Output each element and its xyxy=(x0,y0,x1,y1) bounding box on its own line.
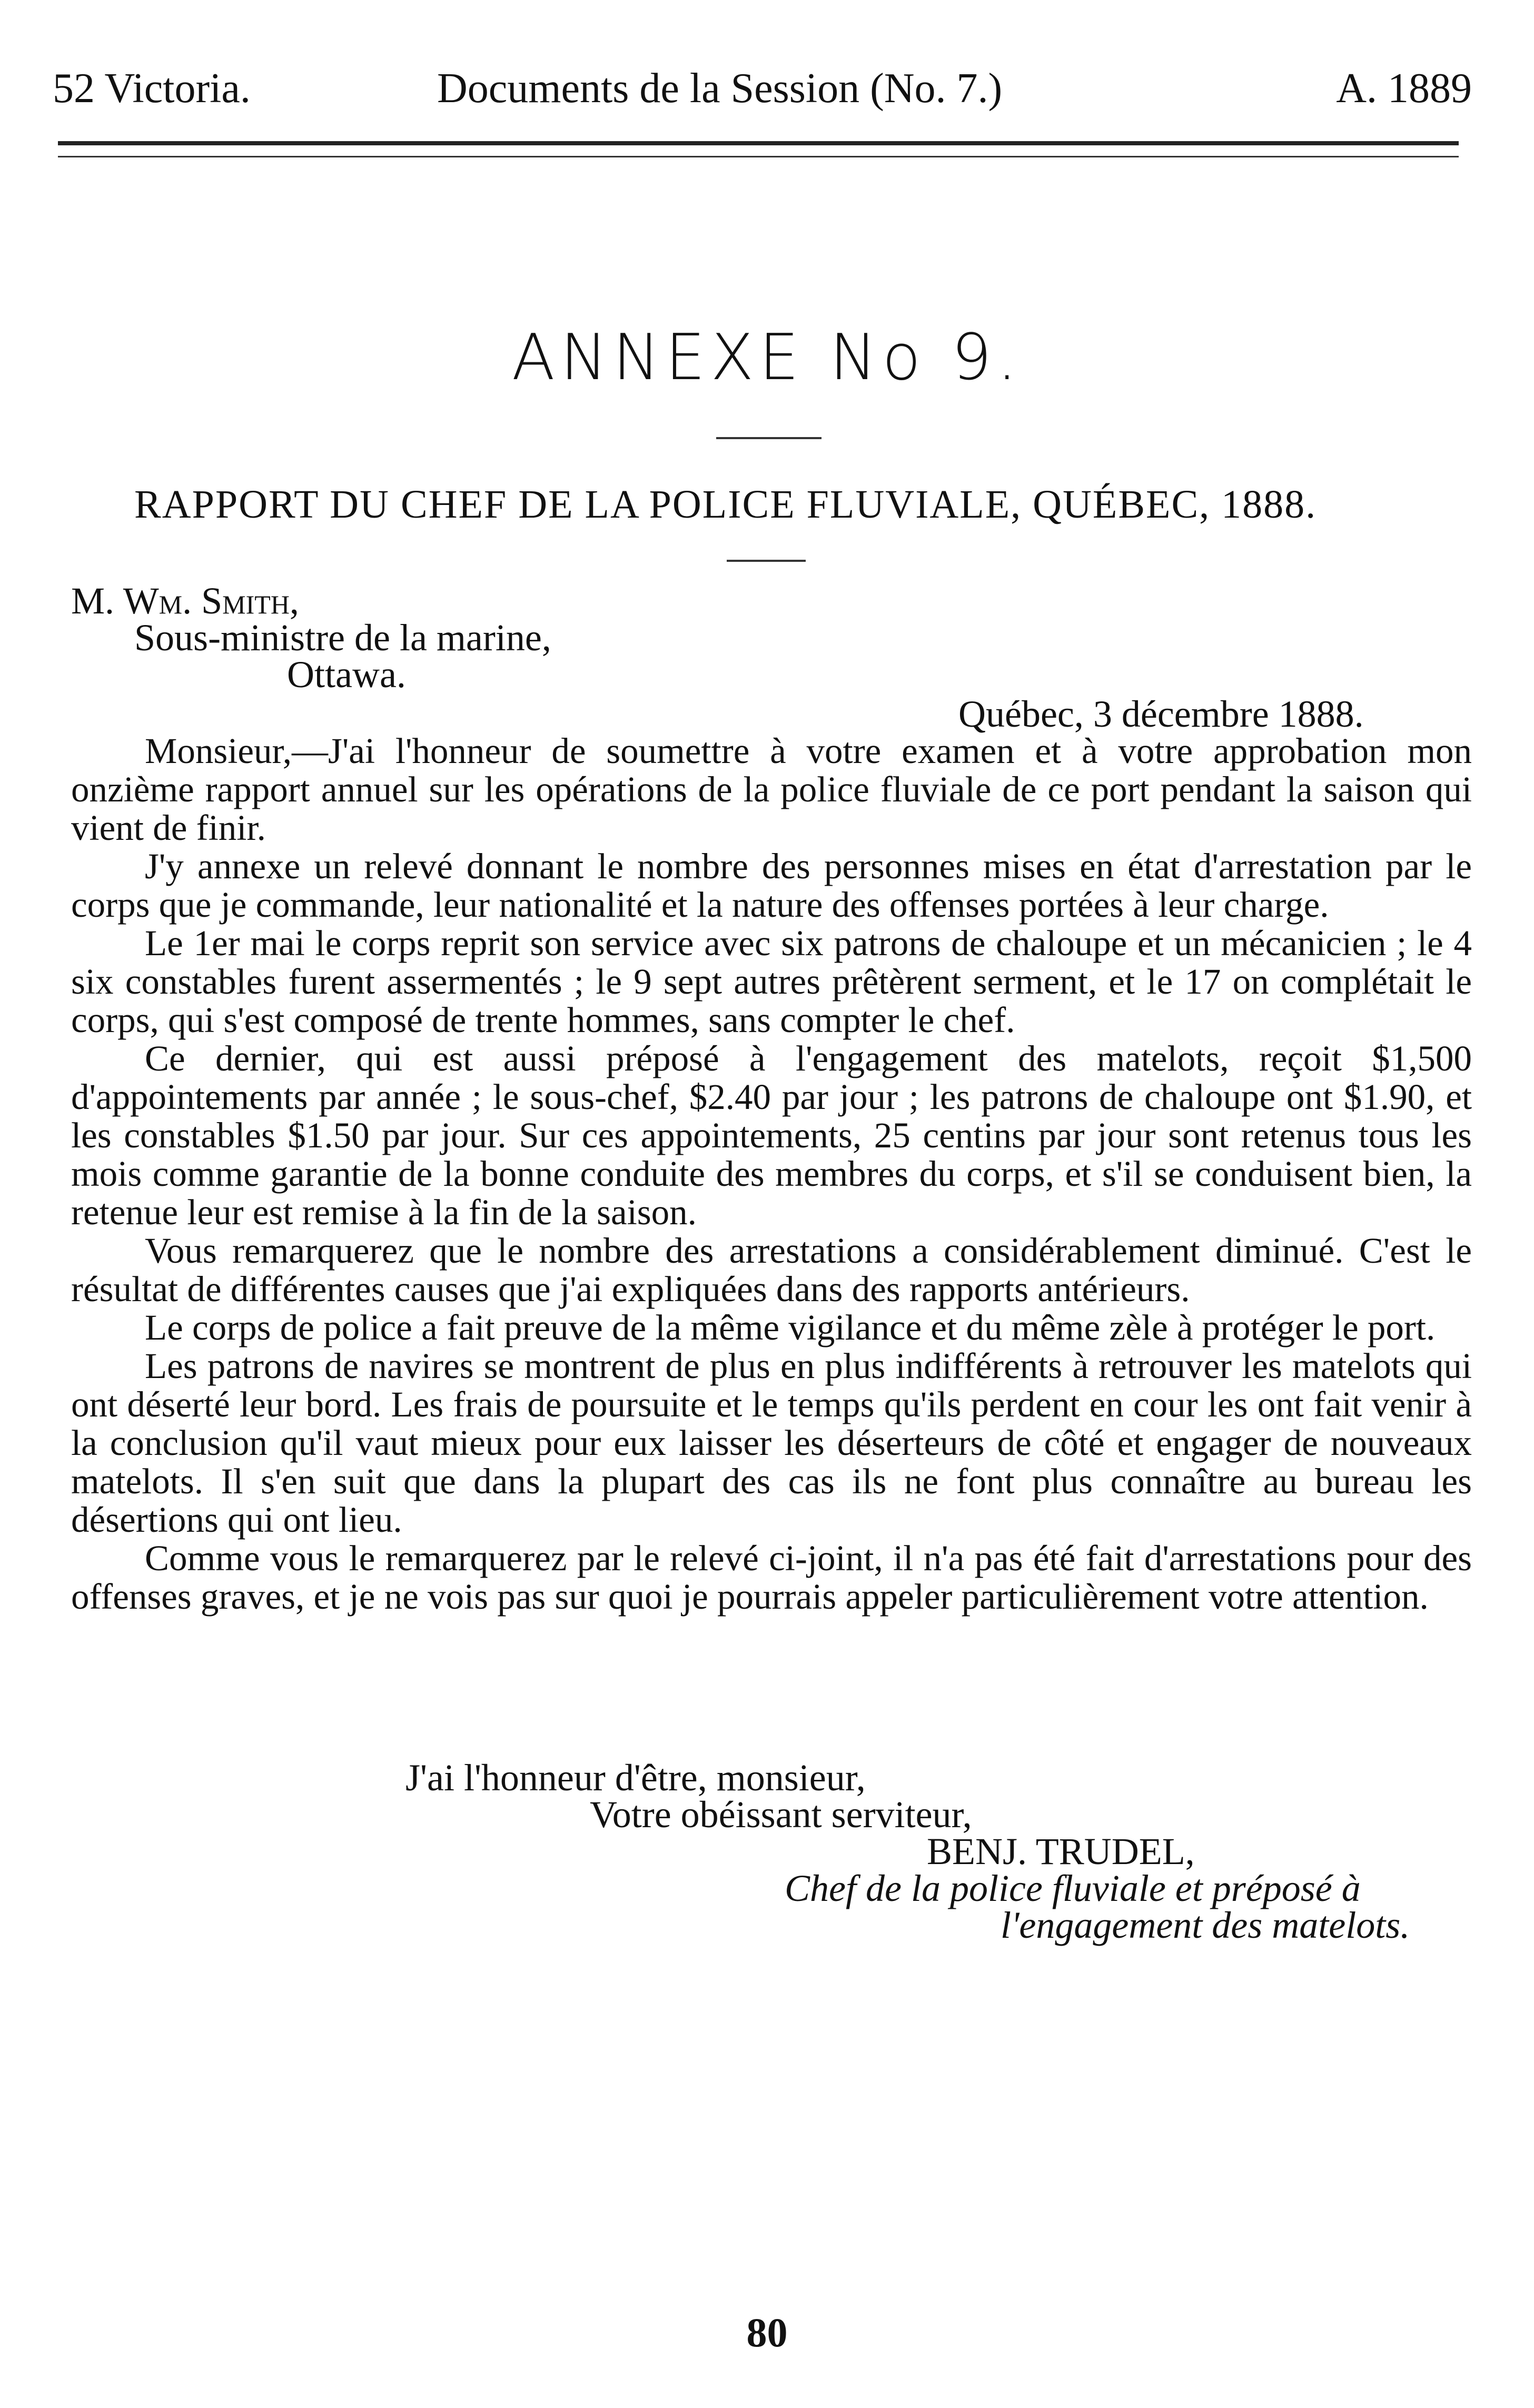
page-number: 80 xyxy=(746,2310,788,2355)
closing-servant: Votre obéissant serviteur, xyxy=(590,1793,972,1836)
paragraph: Le 1er mai le corps reprit son service avec six patrons de chaloupe et un mécanicien ; le 4 six constables furent assermentés ; le 9 sept autres prêtèrent serment, et le 17 on complétait le corps, qui s'est composé de trente hommes, sans compter le chef. xyxy=(71,923,1472,1040)
paragraph: Le corps de police a fait preuve de la même vigilance et du même zèle à protéger le port. xyxy=(145,1307,1436,1347)
report-subtitle: RAPPORT DU CHEF DE LA POLICE FLUVIALE, QUÉBEC, 1888. xyxy=(134,482,1317,527)
addressee-city: Ottawa. xyxy=(287,653,406,696)
paragraph: J'y annexe un relevé donnant le nombre des personnes mises en état d'arrestation par le corps que je commande, leur nationalité et la nature des offenses portées à leur charge. xyxy=(71,846,1472,925)
paragraph: Ce dernier, qui est aussi préposé à l'engagement des matelots, reçoit $1,500 d'appointements par année ; le sous-chef, $2.40 par jour ; les patrons de chaloupe ont $1.90, et les constables $1.50 par jour. Sur ces appointements, 25 centins par jour sont retenus tous les mois comme garantie de la bonne conduite des membres du corps, et s'il se conduisent bien, la retenue leur est remise à la fin de la saison. xyxy=(71,1038,1472,1232)
signature-title-line2: l'engagement des matelots. xyxy=(1001,1904,1410,1946)
subtitle-divider xyxy=(727,560,806,562)
closing-salutation: J'ai l'honneur d'être, monsieur, xyxy=(405,1757,866,1799)
title-divider xyxy=(716,437,822,439)
paragraph: Comme vous le remarquerez par le relevé ci-joint, il n'a pas été fait d'arrestations pour des offenses graves, et je ne vois pas sur quoi je pourrais appeler particulièrement votre attention. xyxy=(71,1538,1472,1617)
header-year: A. 1889 xyxy=(1336,65,1472,112)
header-rule-thick xyxy=(58,141,1459,145)
paragraph: Monsieur,—J'ai l'honneur de soumettre à votre examen et à votre approbation mon onzième rapport annuel sur les opérations de la police fluviale de ce port pendant la saison qui vient de finir. xyxy=(71,731,1472,848)
header-document-title: Documents de la Session (No. 7.) xyxy=(437,65,1003,112)
letter-body xyxy=(71,732,1472,1616)
header-rule-thin xyxy=(58,156,1459,157)
dateline: Québec, 3 décembre 1888. xyxy=(958,693,1364,735)
annex-title: ANNEXE No 9. xyxy=(511,321,1023,394)
header-session: 52 Victoria. xyxy=(53,65,251,112)
addressee-name: M. Wm. Smith, xyxy=(71,580,299,622)
signature-title-line1: Chef de la police fluviale et préposé à xyxy=(785,1867,1361,1909)
addressee-position: Sous-ministre de la marine, xyxy=(134,617,551,659)
paragraph: Les patrons de navires se montrent de plus en plus indifférents à retrouver les matelots qui ont déserté leur bord. Les frais de poursuite et le temps qu'ils perdent en cour les ont fait venir à la conclusion qu'il vaut mieux pour eux laisser les déserteurs de côté et engager de nouveaux matelots. Il s'en suit que dans la plupart des cas ils ne font plus connaître au bureau les désertions qui ont lieu. xyxy=(71,1346,1472,1540)
signature-name: BENJ. TRUDEL, xyxy=(927,1830,1195,1872)
paragraph: Vous remarquerez que le nombre des arrestations a considérablement diminué. C'est le résultat de différentes causes que j'ai expliquées dans des rapports antérieurs. xyxy=(71,1231,1472,1309)
running-header xyxy=(53,50,1472,118)
